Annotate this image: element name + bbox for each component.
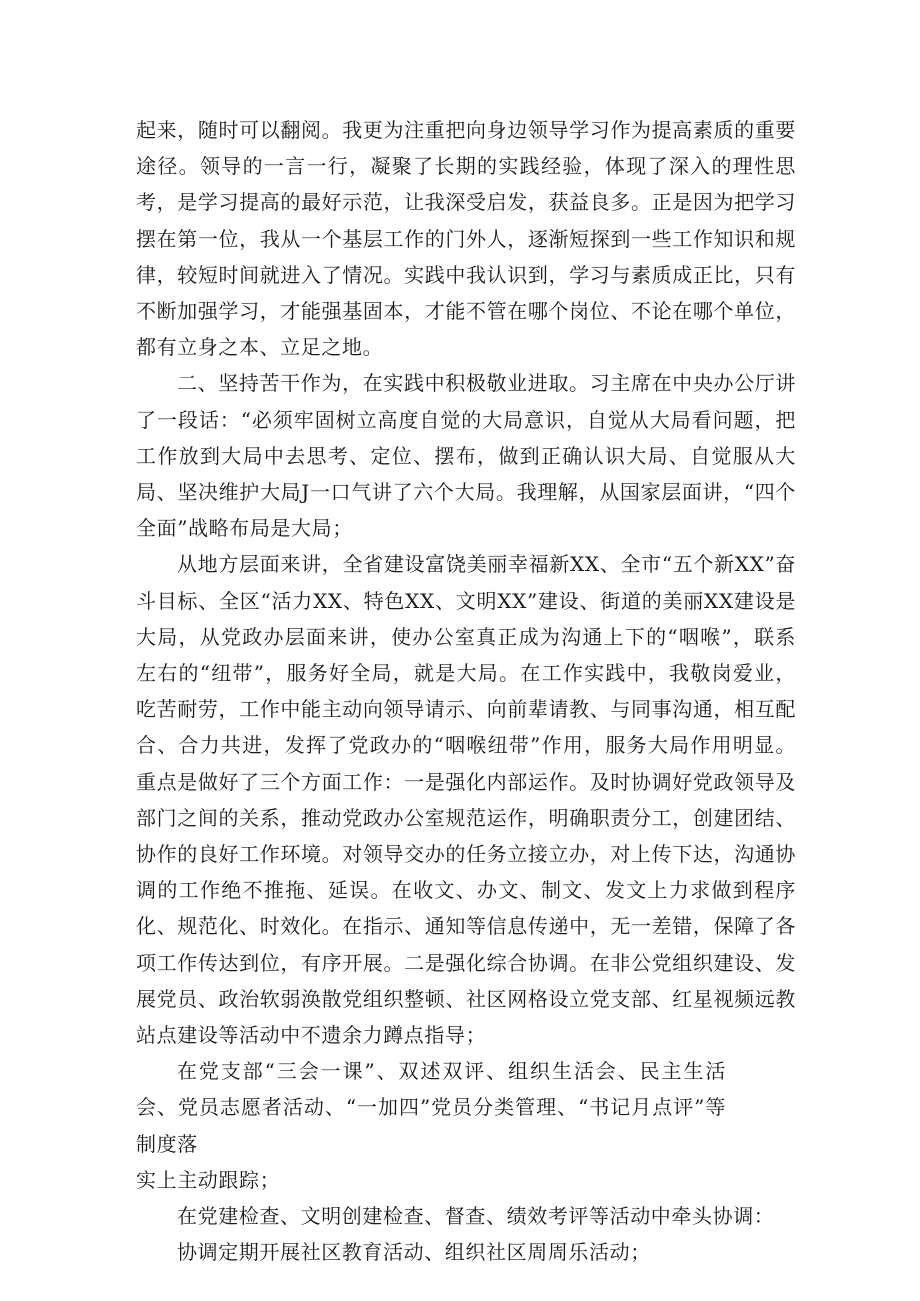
paragraph-follow-up: 实上主动跟踪； — [136, 1167, 281, 1192]
paragraph-inspection: 在党建检查、文明创建检查、督查、绩效考评等活动中牵头协调： — [177, 1204, 775, 1229]
paragraph-section-two: 二、坚持苦干作为，在实践中积极敬业进取。习主席在中央办公厅讲了一段话：“必须牢固树立高度自觉的大局意识，自觉从大局看问题，把工作放到大局中去思考、定位、摆布，做到正确认识大局、自觉服从大局、坚决维护大局J一口气讲了六个大局。我理解，从国家层面讲，“四个全面”战略布局是大局； — [136, 371, 796, 541]
paragraph-community: 协调定期开展社区教育活动、组织社区周周乐活动； — [177, 1240, 651, 1265]
paragraph-local-level: 从地方层面来讲，全省建设富饶美丽幸福新XX、全市“五个新XX”奋斗目标、全区“活力XX、特色XX、文明XX”建设、街道的美丽XX建设是大局，从党政办层面来讲，使办公室真正成为沟通上下的“咽喉”，联系左右的“纽带”，服务好全局，就是大局。在工作实践中，我敬岗爱业，吃苦耐劳，工作中能主动向领导请示、向前辈请教、与同事沟通，相互配合、合力共进，发挥了党政办的“咽喉纽带”作用，服务大局作用明显。重点是做好了三个方面工作：一是强化内部运作。及时协调好党政领导及部门之间的关系，推动党政办公室规范运作，明确职责分工，创建团结、协作的良好工作环境。对领导交办的任务立接立办，对上传下达，沟通协调的工作绝不推拖、延误。在收文、办文、制文、发文上力求做到程序化、规范化、时效化。在指示、通知等信息传递中，无一差错，保障了各项工作传达到位，有序开展。二是强化综合协调。在非公党组织建设、发展党员、政治软弱涣散党组织整顿、社区网格设立党支部、红星视频远教站点建设等活动中不遗余力蹲点指导； — [136, 552, 796, 1048]
paragraph-continuation: 起来，随时可以翻阅。我更为注重把向身边领导学习作为提高素质的重要途径。领导的一言一行，凝聚了长期的实践经验，体现了深入的理性思考，是学习提高的最好示范，让我深受启发，获益良多。正是因为把学习摆在第一位，我从一个基层工作的门外人，逐渐短探到一些工作知识和规律，较短时间就进入了情况。实践中我认识到，学习与素质成正比，只有不断加强学习，才能强基固本，才能不管在哪个岗位、不论在哪个单位，都有立身之本、立足之地。 — [136, 118, 796, 360]
paragraph-party-branch: 在党支部“三会一课”、双述双评、组织生活会、民主生活会、党员志愿者活动、“一加四”党员分类管理、“书记月点评”等制度落 — [136, 1059, 726, 1156]
document-body — [136, 112, 796, 1271]
